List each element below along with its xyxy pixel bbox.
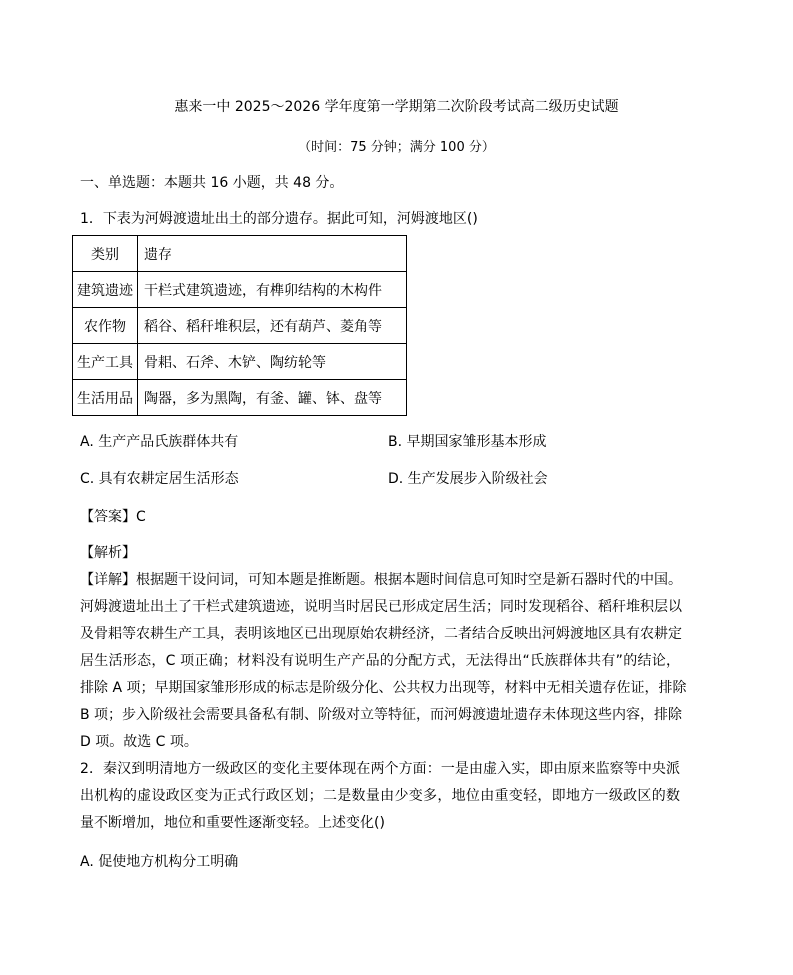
table-header-row (73, 236, 407, 272)
option-b: B. 早期国家雏形基本形成 (388, 434, 547, 450)
question-1-stem: 1．下表为河姆渡遗址出土的部分遗存。据此可知，河姆渡地区() (80, 211, 478, 227)
table-row (73, 272, 407, 308)
option-c: C. 具有农耕定居生活形态 (80, 471, 239, 487)
question-2-line: 量不断增加，地位和重要性逐渐变轻。上述变化() (80, 815, 385, 831)
analysis-line: 【详解】根据题干设问词，可知本题是推断题。根据本题时间信息可知时空是新石器时代的中国。 (80, 572, 682, 588)
question-2-line: 出机构的虚设政区变为正式行政区划；二是数量由少变多，地位由重变轻，即地方一级政区的数 (80, 788, 680, 804)
table-row (73, 380, 407, 416)
table-cell-relics: 骨耜、石斧、木铲、陶纺轮等 (138, 344, 407, 380)
analysis-line: 河姆渡遗址出土了干栏式建筑遗迹，说明当时居民已形成定居生活；同时发现稻谷、稻秆堆积层以 (80, 599, 682, 615)
table-cell-relics: 干栏式建筑遗迹，有榫卯结构的木构件 (138, 272, 407, 308)
section-heading: 一、单选题：本题共 16 小题，共 48 分。 (80, 175, 344, 191)
table-header-cell: 遗存 (138, 236, 407, 272)
table-cell-relics: 稻谷、稻秆堆积层，还有葫芦、菱角等 (138, 308, 407, 344)
analysis-line: 及骨耜等农耕生产工具，表明该地区已出现原始农耕经济，二者结合反映出河姆渡地区具有农耕定 (80, 626, 682, 642)
table-cell-category: 生活用品 (73, 380, 138, 416)
table-cell-category: 生产工具 (73, 344, 138, 380)
table-cell-category: 建筑遗迹 (73, 272, 138, 308)
analysis-line: 排除 A 项；早期国家雏形形成的标志是阶级分化、公共权力出现等，材料中无相关遗存佐证，排除 (80, 680, 687, 696)
table-cell-category: 农作物 (73, 308, 138, 344)
analysis-line: B 项；步入阶级社会需要具备私有制、阶级对立等特征，而河姆渡遗址遗存未体现这些内容，排除 (80, 707, 683, 723)
analysis-paragraph (80, 567, 687, 756)
question-2-stem (80, 756, 680, 837)
analysis-line: 居生活形态，C 项正确；材料没有说明生产产品的分配方式，无法得出“氏族群体共有”的结论， (80, 653, 680, 669)
exam-title: 惠来一中 2025～2026 学年度第一学期第二次阶段考试高二级历史试题 (174, 99, 619, 115)
exam-subtitle: （时间：75 分钟；满分 100 分） (298, 140, 495, 155)
table-row (73, 344, 407, 380)
option-a: A. 生产产品氏族群体共有 (80, 434, 239, 450)
analysis-line: D 项。故选 C 项。 (80, 734, 198, 750)
analysis-label: 【解析】 (80, 545, 136, 561)
table-row (73, 308, 407, 344)
relics-table (72, 235, 407, 416)
answer-line: 【答案】C (80, 509, 146, 525)
option-d: D. 生产发展步入阶级社会 (388, 471, 548, 487)
question-2-option-a: A. 促使地方机构分工明确 (80, 854, 239, 870)
table-cell-relics: 陶器，多为黑陶，有釜、罐、钵、盘等 (138, 380, 407, 416)
question-2-line: 2．秦汉到明清地方一级政区的变化主要体现在两个方面：一是由虚入实，即由原来监察等中央派 (80, 761, 680, 777)
table-header-cell: 类别 (73, 236, 138, 272)
